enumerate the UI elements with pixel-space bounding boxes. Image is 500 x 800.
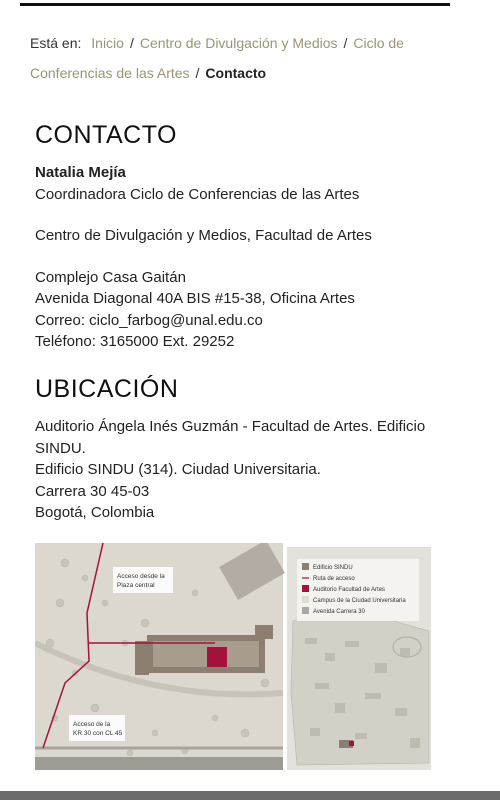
contact-address: Avenida Diagonal 40A BIS #15-38, Oficina Artes — [35, 290, 355, 307]
top-rule — [20, 3, 450, 6]
detail-map-carrera-30 — [35, 757, 283, 770]
overview-campus — [291, 613, 429, 765]
location-map — [35, 543, 431, 770]
location-block — [35, 416, 455, 524]
contact-phone: Teléfono: 3165000 Ext. 29252 — [35, 333, 235, 350]
location-line-city: Bogotá, Colombia — [35, 504, 155, 521]
contact-block — [35, 162, 455, 353]
overview-auditorium — [349, 741, 354, 746]
legend-swatch-campus — [302, 596, 309, 603]
legend-label-campus: Campus de la Ciudad Universitaria — [313, 598, 406, 604]
legend-swatch-auditorium — [302, 585, 309, 592]
breadcrumb-link-inicio[interactable]: Inicio — [91, 35, 124, 51]
breadcrumb-separator: / — [195, 65, 200, 81]
contact-heading: CONTACTO — [35, 121, 177, 149]
location-heading: UBICACIÓN — [35, 375, 179, 403]
breadcrumb-prefix: Está en: — [30, 35, 82, 51]
location-line-building: Edificio SINDU (314). Ciudad Universitaria. — [35, 461, 321, 478]
contact-role: Coordinadora Ciclo de Conferencias de las Artes — [35, 185, 360, 203]
callout-top — [113, 567, 173, 593]
callout-bottom — [69, 715, 125, 741]
breadcrumb-separator: / — [343, 35, 348, 51]
callout-bottom-line1: Acceso de la — [73, 721, 111, 728]
legend-swatch-avenue — [302, 607, 309, 614]
breadcrumb-current: Contacto — [205, 65, 267, 81]
contact-email[interactable]: Correo: ciclo_farbog@unal.edu.co — [35, 311, 263, 329]
location-line-street: Carrera 30 45-03 — [35, 482, 150, 500]
breadcrumb — [30, 28, 470, 88]
legend-label-sindu: Edificio SINDU — [313, 565, 353, 571]
breadcrumb-link-ciclo[interactable]: Ciclo de Conferencias de las Artes — [30, 35, 404, 81]
footer-bar — [0, 791, 500, 800]
contact-building: Complejo Casa Gaitán — [35, 268, 186, 286]
location-line-venue: Auditorio Ángela Inés Guzmán - Facultad de Artes. Edificio SINDU. — [35, 418, 426, 457]
callout-top-line2: Plaza central — [117, 582, 155, 589]
breadcrumb-separator: / — [129, 35, 134, 51]
contact-name: Natalia Mejía — [35, 164, 126, 181]
auditorium-marker — [207, 647, 227, 667]
callout-top-line1: Acceso desde la — [117, 573, 165, 580]
breadcrumb-link-centro[interactable]: Centro de Divulgación y Medios — [139, 35, 338, 51]
legend-label-avenue: Avenida Carrera 30 — [313, 609, 365, 615]
legend-label-auditorium: Auditorio Facultad de Artes — [313, 587, 386, 593]
callout-bottom-line2: KR 30 con CL 45 — [73, 730, 123, 737]
legend-label-route: Ruta de acceso — [313, 576, 355, 582]
contact-center: Centro de Divulgación y Medios, Facultad de Artes — [35, 227, 372, 244]
legend-swatch-sindu — [302, 563, 309, 570]
